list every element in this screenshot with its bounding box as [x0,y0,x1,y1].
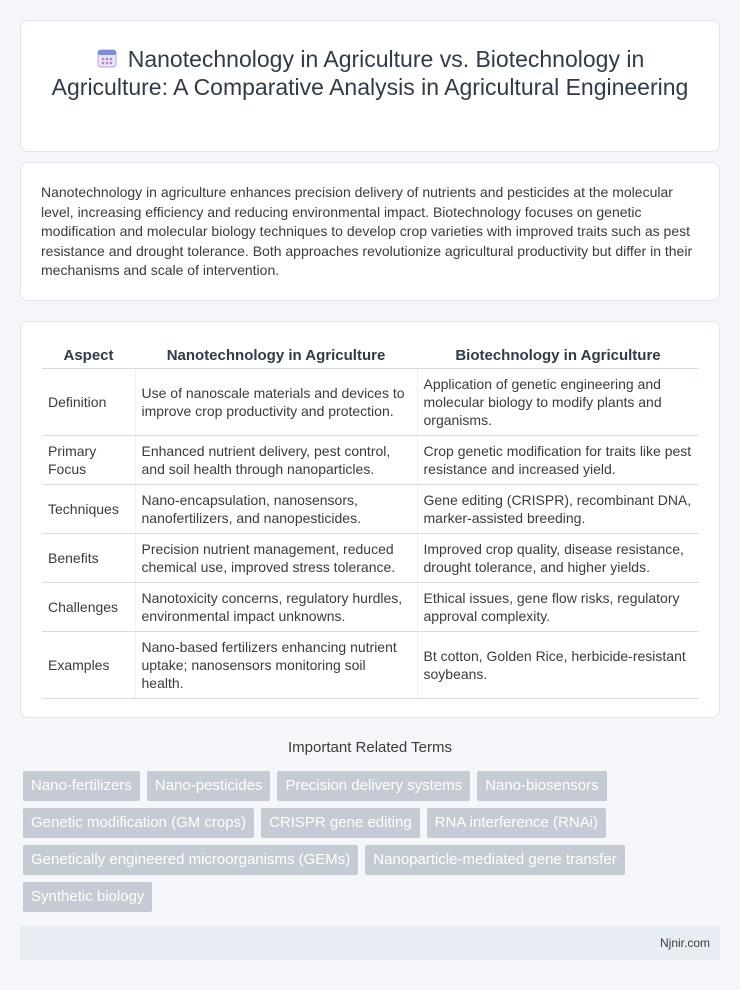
page-title-text: Nanotechnology in Agriculture vs. Biotechnology in Agriculture: A Comparative Analysis in Agricultural Engineering [51,46,689,100]
table-row [42,436,699,485]
comparison-table-card [20,321,720,718]
row-bio-cell: Ethical issues, gene flow risks, regulatory approval complexity. [417,583,699,632]
row-nano-cell: Precision nutrient management, reduced chemical use, improved stress tolerance. [135,534,417,583]
row-bio-cell: Application of genetic engineering and molecular biology to modify plants and organisms. [417,369,699,436]
related-terms-list [23,771,723,919]
tag-row [23,882,723,912]
tag-gems[interactable]: Genetically engineered microorganisms (GEMs) [23,845,358,875]
row-aspect: Techniques [42,485,135,534]
footer-site-link[interactable]: Njnir.com [659,936,710,950]
tag-nano-biosensors[interactable]: Nano-biosensors [477,771,606,801]
row-bio-cell: Bt cotton, Golden Rice, herbicide-resistant soybeans. [417,632,699,699]
row-nano-cell: Enhanced nutrient delivery, pest control, and soil health through nanoparticles. [135,436,417,485]
row-bio-cell: Improved crop quality, disease resistance, drought tolerance, and higher yields. [417,534,699,583]
tag-synthetic-biology[interactable]: Synthetic biology [23,882,152,912]
table-row [42,485,699,534]
tag-row [23,808,723,838]
tag-rna-interference[interactable]: RNA interference (RNAi) [427,808,606,838]
table-header-row [42,341,699,369]
tag-row [23,845,723,875]
tag-nano-fertilizers[interactable]: Nano-fertilizers [23,771,140,801]
header-nanotechnology: Nanotechnology in Agriculture [135,341,417,369]
related-terms-heading: Important Related Terms [288,739,452,756]
row-nano-cell: Nanotoxicity concerns, regulatory hurdles, environmental impact unknowns. [135,583,417,632]
table-row [42,583,699,632]
row-aspect: Primary Focus [42,436,135,485]
intro-card [20,162,720,301]
title-card [20,20,720,152]
tag-row [23,771,723,801]
tag-nanoparticle-gene-transfer[interactable]: Nanoparticle-mediated gene transfer [365,845,624,875]
header-biotechnology: Biotechnology in Agriculture [417,341,699,369]
row-aspect: Benefits [42,534,135,583]
page-title [51,45,689,101]
row-bio-cell: Gene editing (CRISPR), recombinant DNA, marker-assisted breeding. [417,485,699,534]
tag-nano-pesticides[interactable]: Nano-pesticides [147,771,271,801]
tag-crispr-gene-editing[interactable]: CRISPR gene editing [261,808,420,838]
table-row [42,534,699,583]
table-row [42,632,699,699]
footer [20,926,720,960]
row-aspect: Definition [42,369,135,436]
row-nano-cell: Nano-encapsulation, nanosensors, nanofertilizers, and nanopesticides. [135,485,417,534]
row-aspect: Challenges [42,583,135,632]
tag-precision-delivery-systems[interactable]: Precision delivery systems [277,771,470,801]
row-bio-cell: Crop genetic modification for traits like pest resistance and increased yield. [417,436,699,485]
row-nano-cell: Nano-based fertilizers enhancing nutrient uptake; nanosensors monitoring soil health. [135,632,417,699]
row-aspect: Examples [42,632,135,699]
comparison-table [42,341,699,699]
intro-paragraph: Nanotechnology in agriculture enhances precision delivery of nutrients and pesticides at the molecular level, increasing efficiency and reducing environmental impact. Biotechnology focuses on genetic modification and molecular biology techniques to develop crop varieties with improved traits such as pest resistance and drought tolerance. Both approaches revolutionize agricultural productivity but differ in their mechanisms and scale of intervention. [41,184,693,278]
row-nano-cell: Use of nanoscale materials and devices to improve crop productivity and protection. [135,369,417,436]
tag-genetic-modification[interactable]: Genetic modification (GM crops) [23,808,254,838]
header-aspect: Aspect [42,341,135,369]
table-row [42,369,699,436]
calendar-icon [96,47,118,69]
